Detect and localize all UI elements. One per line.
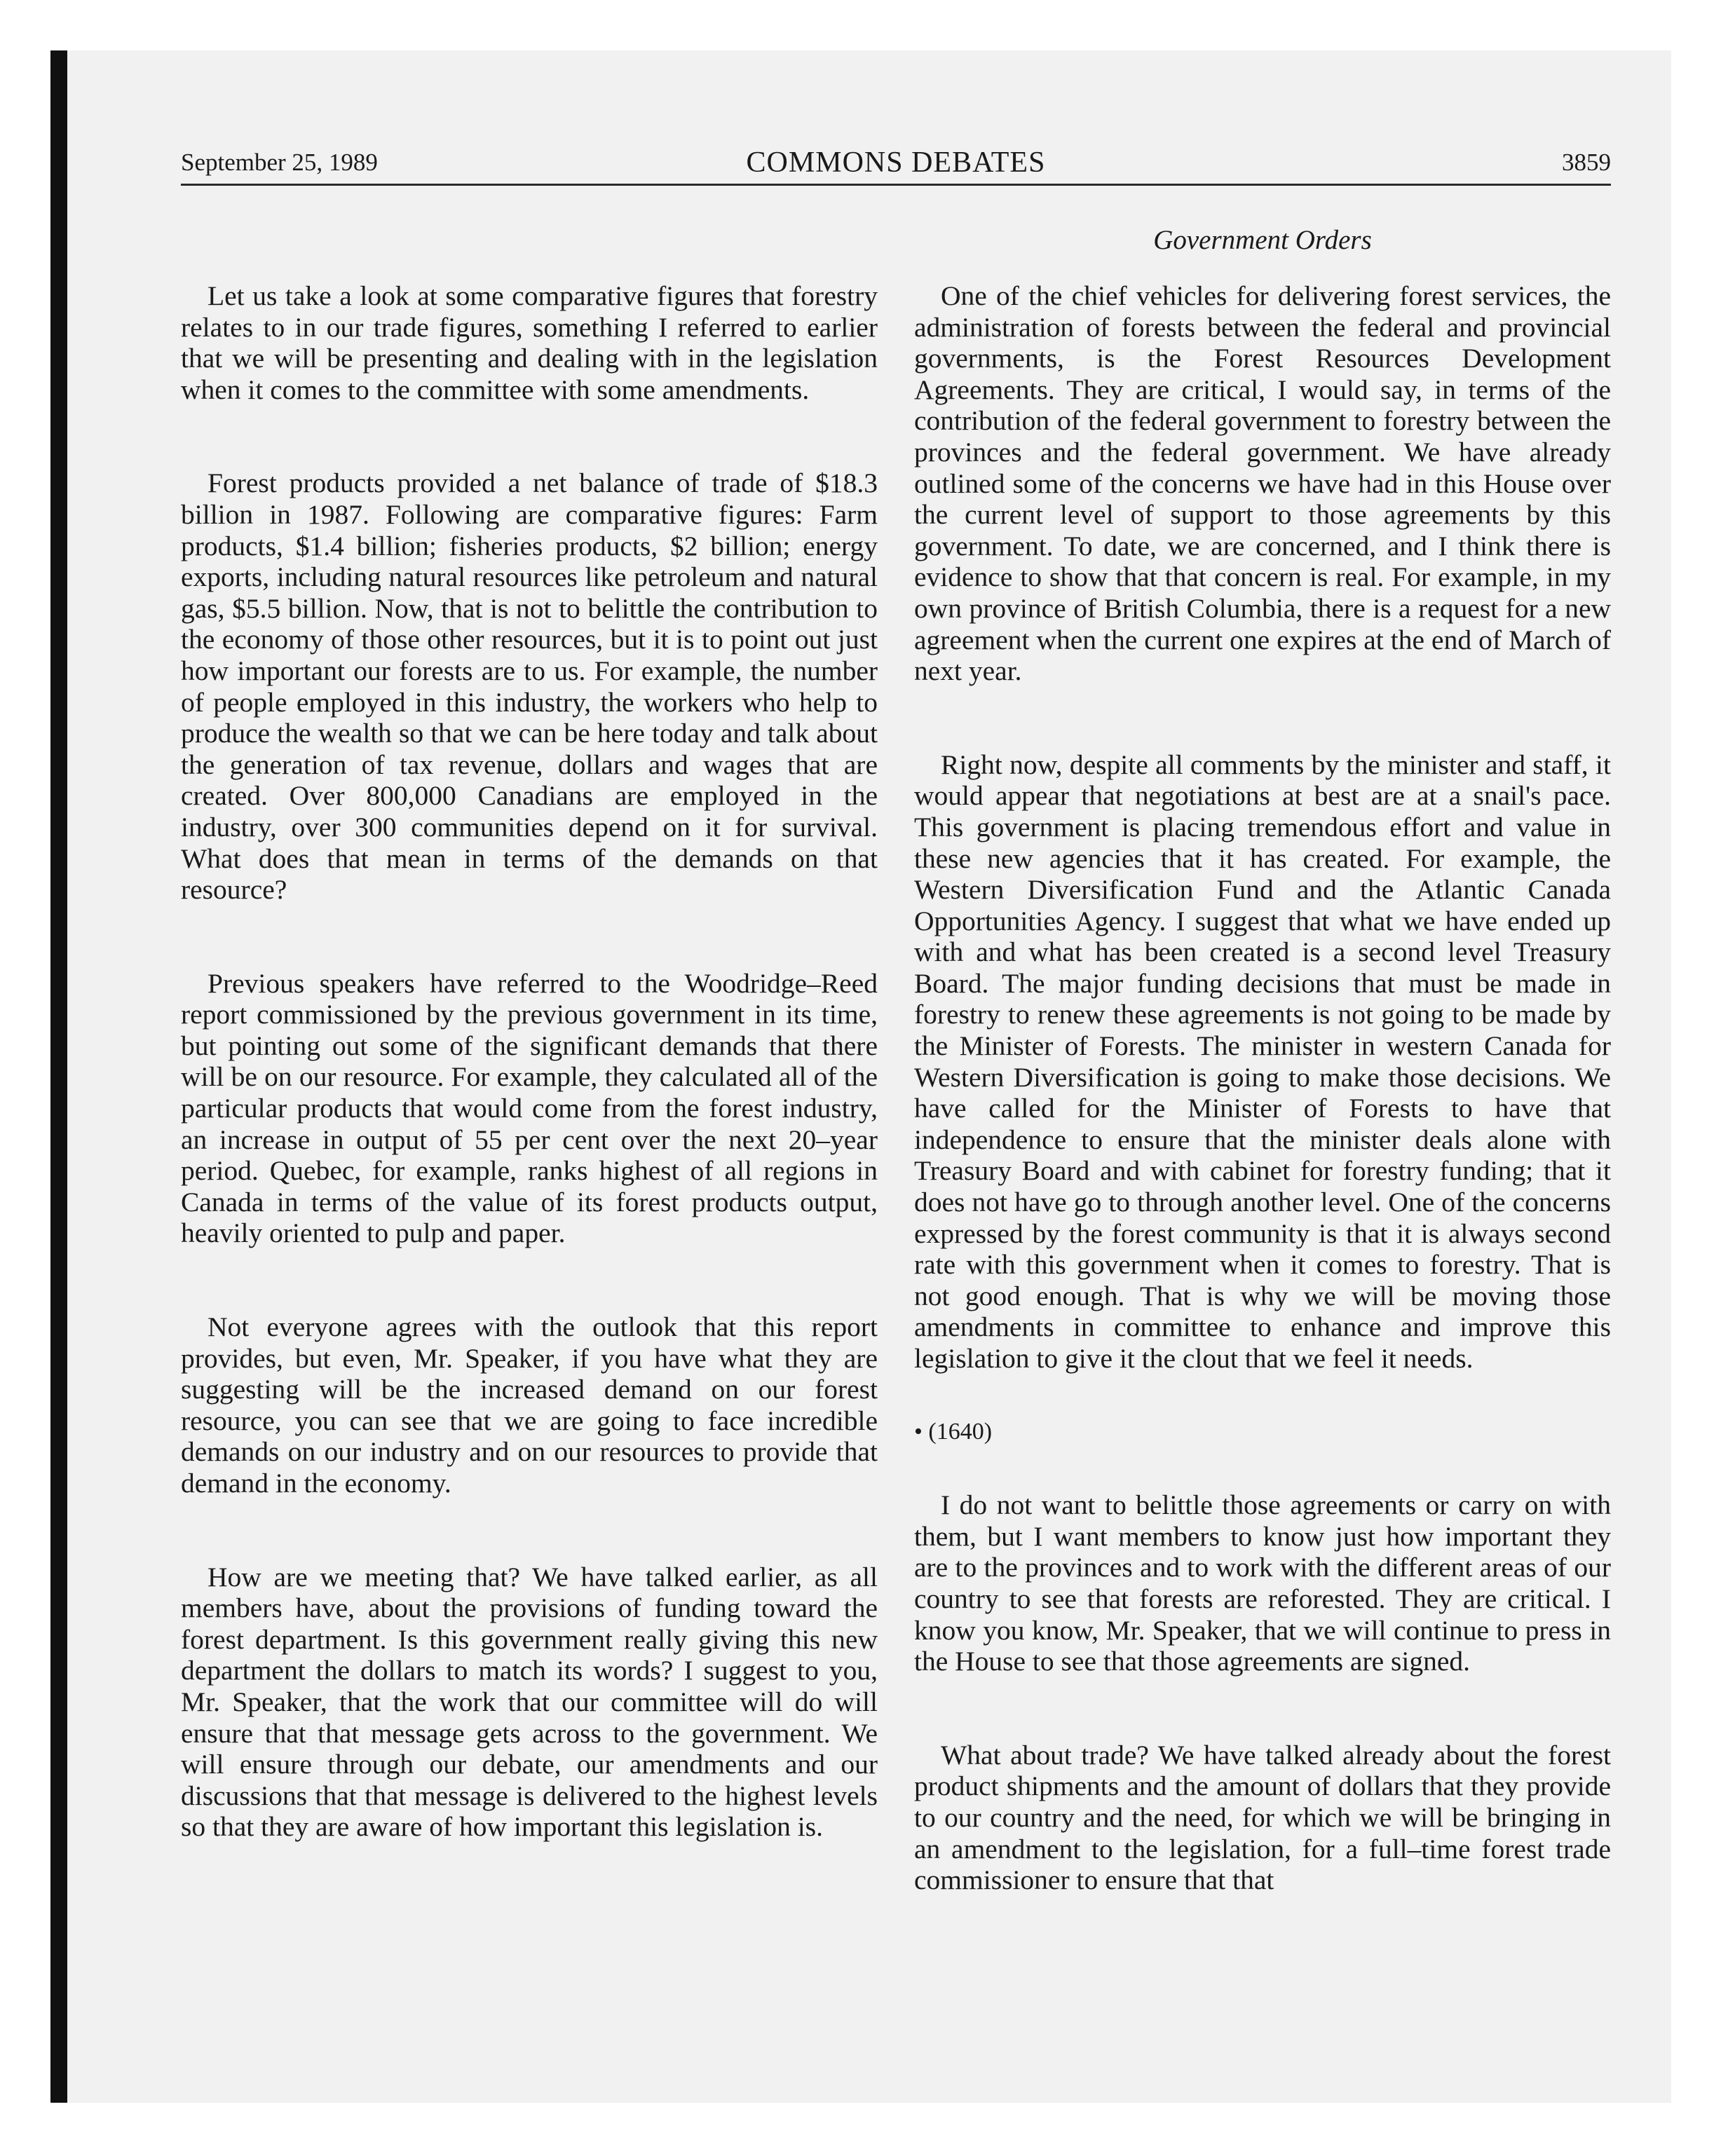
paragraph: Not everyone agrees with the outlook that this report provides, but even, Mr. Speaker, if you have what they are suggesting will be the increased demand on our forest resource, you can see that we are going to face incredible demands on our industry and on our resources to provide that demand in the economy. <box>181 1311 878 1499</box>
paragraph: How are we meeting that? We have talked earlier, as all members have, about the provisions of funding toward the forest department. Is this government really giving this new department the dollars to match its words? I suggest to you, Mr. Speaker, that the work that our committee will do will ensure that that message gets across to the government. We will ensure through our debate, our amendments and our discussions that that message is delivered to the highest levels so that they are aware of how important this legislation is. <box>181 1561 878 1843</box>
paragraph: Previous speakers have referred to the Woodridge–Reed report commissioned by the previous government in its time, but pointing out some of the significant demands that there will be on our resource. For example, they calculated all of the particular products that would come from the forest industry, an increase in output of 55 per cent over the next 20–year period. Quebec, for example, ranks highest of all regions in Canada in terms of the value of its forest products output, heavily oriented to pulp and paper. <box>181 967 878 1249</box>
paragraph: Let us take a look at some comparative figures that forestry relates to in our trade figures, something I referred to earlier that we will be presenting and dealing with in the legislation when it comes to the committee with some amendments. <box>181 280 878 405</box>
paragraph: One of the chief vehicles for delivering forest services, the administration of forests between the federal and provincial governments, is the Forest Resources Development Agreements. They are critical, I would say, in terms of the contribution of the federal government to forestry between the provinces and the federal government. We have already outlined some of the concerns we have had in this House over the current level of support to those agreements by this government. To date, we are concerned, and I think there is evidence to show that that concern is real. For example, in my own province of British Columbia, there is a request for a new agreement when the current one expires at the end of March of next year. <box>914 280 1611 687</box>
page-number: 3859 <box>1562 149 1611 176</box>
paragraph: What about trade? We have talked already about the forest product shipments and the amount of dollars that they provide to our country and the need, for which we will be bringing in an amendment to the legislation, for a full–time forest trade commissioner to ensure that that <box>914 1739 1611 1896</box>
left-column <box>181 280 878 1905</box>
page-content <box>181 140 1611 1896</box>
publication-title: COMMONS DEBATES <box>746 146 1046 179</box>
time-marker: • (1640) <box>914 1418 993 1445</box>
header-date: September 25, 1989 <box>181 149 378 176</box>
right-column <box>914 280 1611 1958</box>
binding-edge <box>50 50 67 2103</box>
paragraph: I do not want to belittle those agreements or carry on with them, but I want members to know just how important they are to the provinces and to work with the different areas of our country to see that forests are reforested. They are critical. I know you know, Mr. Speaker, that we will continue to press in the House to see that those agreements are signed. <box>914 1489 1611 1677</box>
section-title: Government Orders <box>1153 225 1372 255</box>
paragraph: Right now, despite all comments by the minister and staff, it would appear that negotiations at best are at a snail's pace. This government is placing tremendous effort and value in these new agencies that it has created. For example, the Western Diversification Fund and the Atlantic Canada Opportunities Agency. I suggest that what we have ended up with and what has been created is a second level Treasury Board. The major funding decisions that must be made in forestry to renew these agreements is not going to be made by the Minister of Forests. The minister in western Canada for Western Diversification is going to make those decisions. We have called for the Minister of Forests to have that independence to ensure that the minister deals alone with Treasury Board and with cabinet for forestry funding; that it does not have go to through another level. One of the concerns expressed by the forest community is that it is always second rate with this government when it comes to forestry. That is not good enough. That is why we will be moving those amendments in committee to enhance and improve this legislation to give it the clout that we feel it needs. <box>914 749 1611 1374</box>
running-header <box>181 140 1611 186</box>
paragraph: Forest products provided a net balance of trade of $18.3 billion in 1987. Following are comparative figures: Farm products, $1.4 billion; fisheries products, $2 billion; energy exports, including natural resources like petroleum and natural gas, $5.5 billion. Now, that is not to belittle the contribution to the economy of those other resources, but it is to point out just how important our forests are to us. For example, the number of people employed in this industry, the workers who help to produce the wealth so that we can be here today and talk about the generation of tax revenue, dollars and wages that are created. Over 800,000 Canadians are employed in the industry, over 300 communities depend on it for survival. What does that mean in terms of the demands on that resource? <box>181 468 878 906</box>
